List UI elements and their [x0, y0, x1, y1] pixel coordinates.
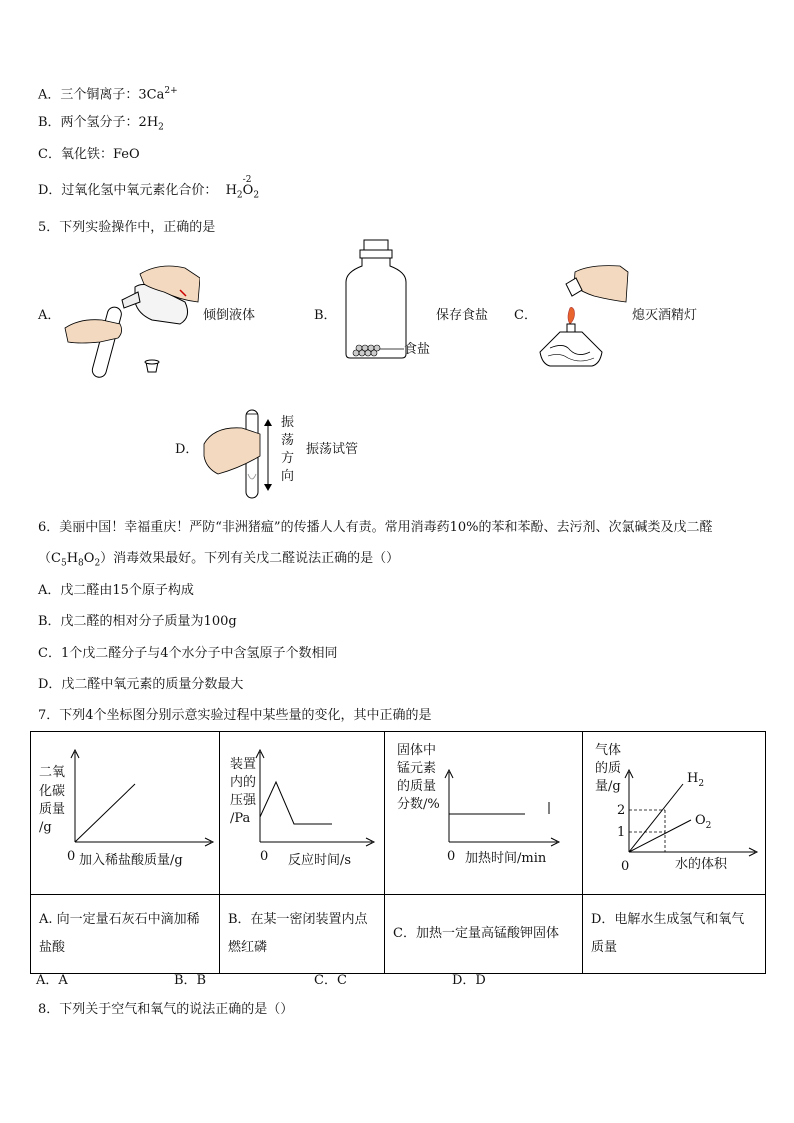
double-arrow-icon	[262, 418, 274, 492]
h2o2-formula	[225, 175, 260, 205]
graph-c-ylabel: 锰元素	[397, 761, 437, 776]
graph-c	[385, 732, 582, 890]
graph-a-line	[75, 784, 135, 842]
q5-option-a-text: 倾倒液体	[203, 308, 256, 323]
q6-option-c: C．1个戊二醛分子与4个水分子中含氢原子个数相同	[38, 646, 338, 661]
q5-option-d-text: 振荡试管	[306, 442, 359, 457]
q4-option-b-subscript: 2	[158, 122, 164, 133]
direction-char: 荡	[281, 433, 295, 448]
q7-option-a: A．A	[36, 973, 68, 988]
graph-d-origin: 0	[621, 859, 630, 874]
q4-option-b	[38, 114, 164, 137]
q6-formula-o: O	[83, 551, 95, 566]
q6-option-d: D．戊二醛中氧元素的质量分数最大	[38, 677, 244, 692]
q4-option-a-charge: 2+	[164, 86, 178, 96]
q8-stem: 8．下列关于空气和氧气的说法正确的是（）	[38, 1002, 294, 1017]
graph-b-ylabel: 装置	[230, 757, 257, 772]
formula-h-sub: 2	[236, 190, 243, 201]
graph-a-ylabel: 化碳	[39, 784, 66, 799]
graph-c-ylabel: 的质量	[397, 779, 437, 794]
direction-char: 振	[281, 415, 295, 430]
q5-option-c-text: 熄灭酒精灯	[632, 308, 698, 323]
graph-a-cell	[31, 732, 220, 895]
q6-stem-line1: 6．美丽中国！幸福重庆！严防“非洲猪瘟”的传播人人有责。常用消毒药10%的苯和苯酚、去污剂、次氯碱类及戊二醛	[38, 520, 713, 535]
formula-h: H	[225, 183, 237, 198]
graph-b-ylabel: 压强	[230, 793, 257, 808]
q7-graph-table	[30, 731, 766, 974]
graph-d-tick-1: 1	[617, 825, 626, 840]
graph-a-caption: A. 向一定量石灰石中滴加稀盐酸	[31, 895, 220, 974]
q5-option-d-letter: D．	[175, 442, 199, 457]
q7-option-b: B．B	[174, 973, 207, 988]
q4-option-d-text: D．过氧化氢中氧元素化合价：	[38, 183, 218, 198]
q6-option-b: B．戊二醛的相对分子质量为100g	[38, 614, 237, 629]
direction-char: 方	[281, 451, 295, 466]
q5-stem: 5．下列实验操作中，正确的是	[38, 220, 216, 235]
graph-c-ylabel: 固体中	[397, 743, 437, 758]
q7-option-d: D．D	[452, 973, 486, 988]
graph-a-ylabel: 二氧	[39, 765, 66, 780]
q4-option-c: C．氧化铁：FeO	[38, 147, 140, 162]
graph-d-h2-line	[629, 784, 683, 852]
graph-a	[31, 732, 219, 890]
q7-options	[36, 969, 636, 987]
graph-d-ylabel: 的质	[595, 761, 622, 776]
graph-d-ylabel: 气体	[595, 743, 622, 758]
graph-b	[220, 732, 384, 890]
q5-option-b-text: 保存食盐	[436, 308, 489, 323]
salt-bottle-illustration	[342, 236, 412, 361]
q6-formula-prefix: （C	[38, 551, 61, 566]
q6-stem-line2	[38, 550, 399, 573]
q6-formula-h: H	[66, 551, 79, 566]
q5-option-c-letter: C．	[514, 308, 537, 323]
graph-b-xlabel: 反应时间/s	[288, 853, 352, 868]
q6-stem-suffix: ）消毒效果最好。下列有关戊二醛说法正确的是（）	[100, 551, 400, 566]
graph-d-ylabel: 量/g	[595, 779, 621, 794]
graph-c-xlabel: 加热时间/min	[465, 851, 547, 866]
graph-a-ylabel: /g	[39, 820, 52, 835]
graph-d-caption: D．电解水生成氢气和氧气质量	[583, 895, 766, 974]
graph-d-h2-label: $H_2$	[687, 771, 705, 789]
q4-option-a-text: A．三个铜离子：3Ca	[38, 87, 165, 103]
formula-o-sub: 2	[253, 190, 260, 201]
graph-a-origin: 0	[67, 849, 76, 864]
graph-b-origin: 0	[260, 849, 269, 864]
shaking-test-tube-illustration	[200, 404, 270, 500]
direction-char: 向	[281, 469, 295, 484]
salt-label: 食盐	[404, 342, 431, 357]
graph-a-xlabel: 加入稀盐酸质量/g	[79, 853, 183, 868]
graph-c-origin: 0	[447, 849, 456, 864]
q5-option-b-letter: B．	[314, 308, 337, 323]
graph-a-ylabel: 质量	[39, 802, 66, 817]
pouring-liquid-illustration	[60, 262, 200, 382]
graph-d-xlabel: 水的体积	[675, 857, 728, 872]
graph-d-cell	[583, 732, 766, 895]
q7-stem: 7．下列4个坐标图分别示意实验过程中某些量的变化，其中正确的是	[38, 708, 432, 723]
graph-d-o2-line	[629, 820, 691, 852]
graph-b-ylabel: 内的	[230, 775, 257, 790]
graph-d	[583, 732, 765, 890]
graph-b-line	[260, 782, 332, 824]
q6-formula-sub: 8	[78, 558, 84, 569]
alcohol-lamp-illustration	[530, 262, 630, 370]
graph-d-tick-2: 2	[617, 803, 626, 818]
graph-c-caption: C．加热一定量高锰酸钾固体	[385, 895, 583, 974]
q4-option-a	[38, 82, 178, 104]
q4-option-b-text: B．两个氢分子：2H	[38, 115, 159, 130]
formula-o-with-valence	[242, 175, 254, 198]
q6-formula-sub: 5	[60, 558, 67, 569]
q7-option-c: C．C	[314, 973, 347, 988]
q6-option-a: A．戊二醛由15个原子构成	[38, 583, 194, 598]
graph-c-cell	[385, 732, 583, 895]
formula-o: O	[242, 183, 254, 198]
valence-mark: -2	[242, 175, 252, 185]
graph-c-ylabel: 分数/%	[397, 797, 440, 812]
graph-b-cell	[220, 732, 385, 895]
q4-option-d	[38, 175, 260, 205]
shake-direction-label	[281, 414, 297, 486]
q5-option-a-letter: A．	[38, 308, 61, 323]
q6-formula-sub: 2	[94, 558, 101, 569]
graph-b-caption: B．在某一密闭装置内点燃红磷	[220, 895, 385, 974]
graph-b-ylabel: /Pa	[230, 811, 251, 826]
graph-d-o2-label: $O_2$	[695, 813, 712, 831]
